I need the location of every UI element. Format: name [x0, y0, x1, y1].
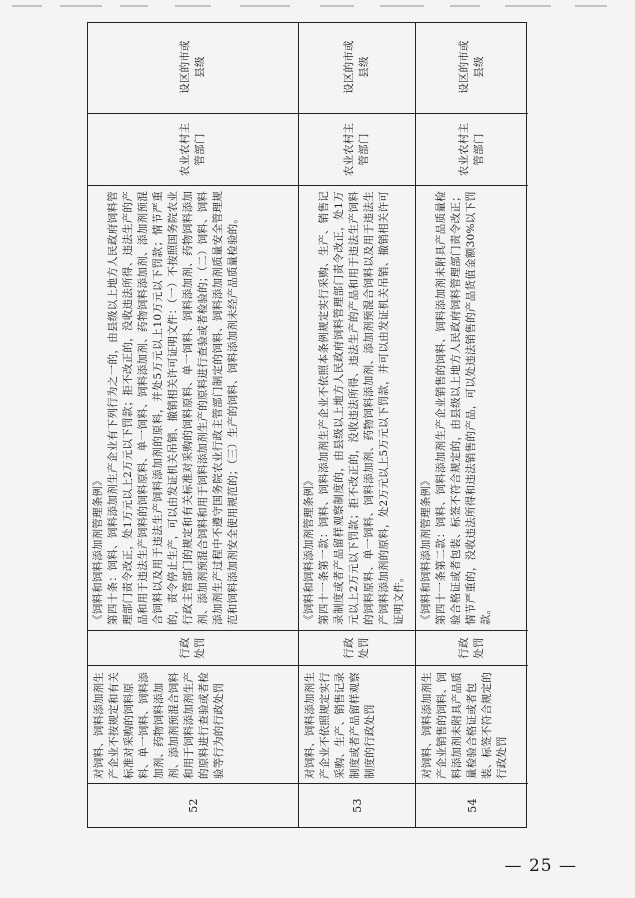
row-number: 52: [88, 783, 298, 827]
table-row: [88, 23, 298, 827]
exercise-level: 设区的市或县级: [458, 40, 485, 94]
legal-basis: [299, 185, 415, 630]
basis-text: 第四十条：饲料、饲料添加剂生产企业有下列行为之一的，由县级以上地方人民政府饲料管理部门责令改正，处1万元以上2万元以下罚款；拒不改正的，没收违法所得、违法生产的产品和用于违法生产饲料的饲料原料、单一饲料、饲料添加剂、药物饲料添加剂、添加剂预混合饲料以及用于违法生产饲料添加剂的原料，并处5万元以上10万元以下罚款；情节严重的，责令停止生产，可以由发证机关吊销、撤销相关许可证明文件：（一）不按照国务院农业行政主管部门的规定和有关标准对采购的饲料原料、单一饲料、饲料添加剂、药物饲料添加剂、添加剂预混合饲料和用于饲料添加剂生产的原料进行查验或者检验的；（二）饲料、饲料添加剂生产过程中不遵守国务院农业行政主管部门制定的饲料、饲料添加剂质量安全管理规范和饲料添加剂安全使用规范的；（三）生产的饲料、饲料添加剂未经产品质量检验的。: [107, 191, 239, 625]
responsible-dept: 农业农村主管部门: [88, 113, 298, 185]
penalty-table: [87, 22, 527, 828]
legal-basis: [416, 185, 528, 630]
exercise-level: 设区的市或县级: [343, 40, 370, 94]
item-name: 对饲料、饲料添加剂生产企业销售的饲料、饲料添加剂未附具产品质量检验合格证或者包装、标签不符合规定的行政处罚: [416, 665, 528, 783]
scan-edge-marks: [0, 0, 635, 12]
row-number: 54: [416, 783, 528, 827]
item-name: 对饲料、饲料添加剂生产企业不按规定和有关标准对采购的饲料原料、单一饲料、饲料添加剂、药物饲料添加剂、添加剂预混合饲料和用于饲料添加剂生产的原料进行查验或者检验等行为的行政处罚: [88, 665, 298, 783]
responsible-dept: 农业农村主管部门: [416, 113, 528, 185]
power-type: 行政处罚: [416, 630, 528, 665]
legal-basis: [88, 185, 298, 630]
basis-title: 《饲料和饲料添加剂管理条例》: [420, 475, 432, 625]
power-type: 行政处罚: [88, 630, 298, 665]
table-row: [298, 23, 415, 827]
table-row: [415, 23, 528, 827]
basis-title: 《饲料和饲料添加剂管理条例》: [92, 475, 104, 625]
exercise-level: 设区的市或县级: [179, 40, 206, 94]
power-type: 行政处罚: [299, 630, 415, 665]
row-number: 53: [299, 783, 415, 827]
basis-text: 第四十一条第二款：饲料、饲料添加剂生产企业销售的饲料、饲料添加剂未附具产品质量检验合格证或者包装、标签不符合规定的，由县级以上地方人民政府饲料管理部门责令改正；情节严重的，没收违法所得和违法销售的产品，可以处违法销售的产品货值金额30%以下罚款。: [435, 191, 492, 625]
responsible-dept: 农业农村主管部门: [299, 113, 415, 185]
basis-title: 《饲料和饲料添加剂管理条例》: [303, 475, 315, 625]
page-number: — 25 —: [504, 856, 577, 876]
table-area: [87, 22, 527, 828]
item-name: 对饲料、饲料添加剂生产企业不依照规定实行采购、生产、销售记录制度或者产品留样观察制度的行政处罚: [299, 665, 415, 783]
basis-text: 第四十一条第一款：饲料、饲料添加剂生产企业不依照本条例规定实行采购、生产、销售记录制度或者产品留样观察制度的，由县级以上地方人民政府饲料管理部门责令改正，处1万元以上2万元以下罚款；拒不改正的，没收违法所得、违法生产的产品和用于违法生产饲料的饲料原料、单一饲料、饲料添加剂、药物饲料添加剂、添加剂预混合饲料以及用于违法生产饲料添加剂的原料，处2万元以上5万元以下罚款，并可以由发证机关吊销、撤销相关许可证明文件。: [318, 191, 405, 625]
